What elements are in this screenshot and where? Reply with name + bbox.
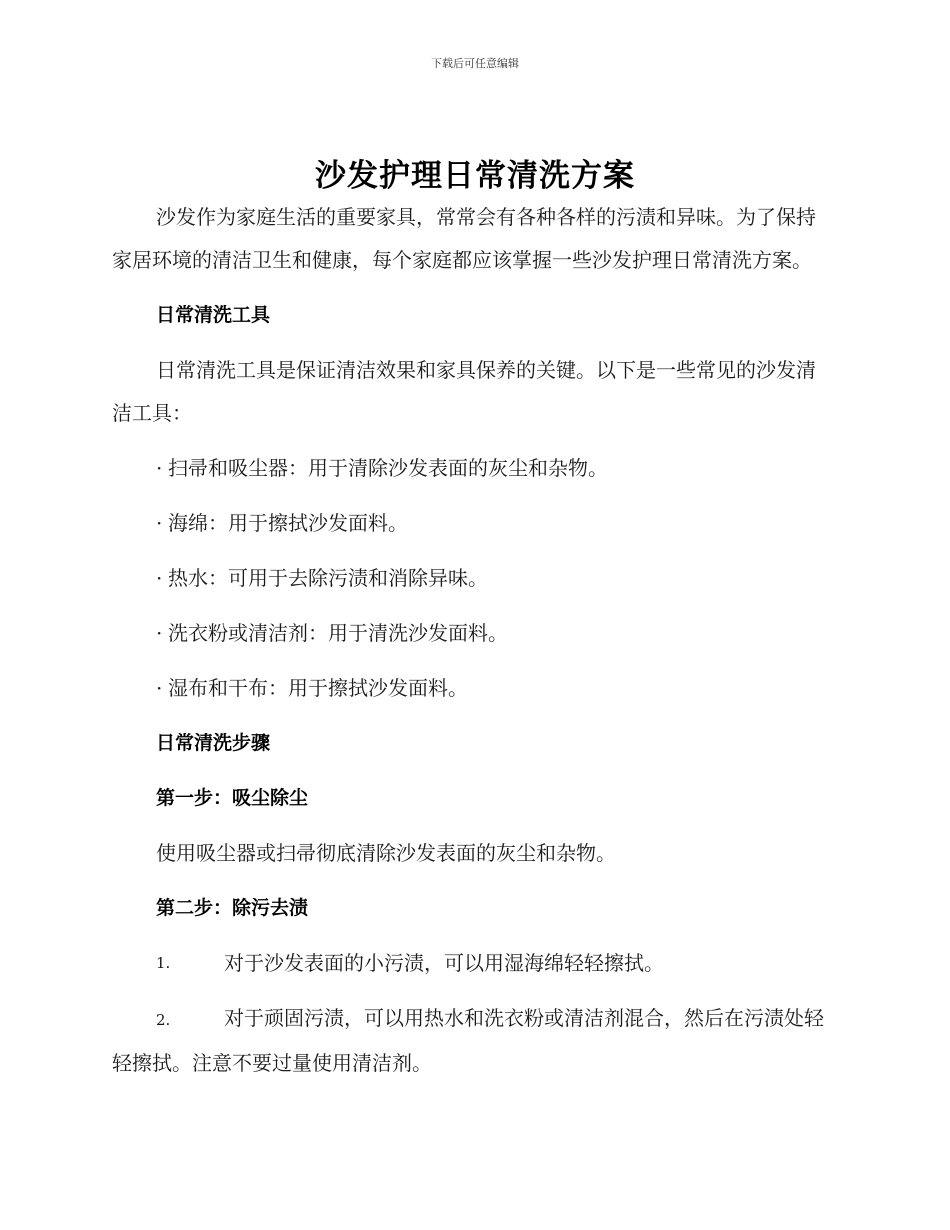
- bullet-icon: ·: [156, 456, 163, 480]
- bullet-icon: ·: [156, 511, 163, 535]
- list-item: · 洗衣粉或清洁剂：用于清洗沙发面料。: [112, 612, 834, 655]
- list-number: 2.: [156, 1011, 171, 1029]
- tools-intro-paragraph: 日常清洗工具是保证清洁效果和家具保养的关键。以下是一些常见的沙发清洁工具：: [112, 358, 816, 425]
- list-item-text: 对于顽固污渍，可以用热水和洗衣粉或清洁剂混合，然后在污渍处轻轻擦拭。注意不要过量使用清洁剂。: [112, 1006, 824, 1075]
- list-number: 1.: [156, 954, 171, 972]
- step2-heading: 第二步：除污去渍: [156, 897, 309, 919]
- page-header: 下载后可任意编辑: [431, 57, 519, 70]
- list-item: · 扫帚和吸尘器：用于清除沙发表面的灰尘和杂物。: [112, 447, 834, 490]
- list-item: [112, 942, 834, 985]
- document-title: 沙发护理日常清洗方案: [315, 158, 635, 194]
- document-body: [112, 196, 834, 1085]
- intro-paragraph: 沙发作为家庭生活的重要家具，常常会有各种各样的污渍和异味。为了保持家居环境的清洁卫生和健康，每个家庭都应该掌握一些沙发护理日常清洗方案。: [112, 205, 816, 272]
- step1-heading: 第一步：吸尘除尘: [156, 787, 309, 809]
- section-heading-steps: 日常清洗步骤: [156, 732, 271, 754]
- list-item: · 热水：可用于去除污渍和消除异味。: [112, 557, 834, 600]
- section-heading-tools: 日常清洗工具: [156, 304, 271, 326]
- bullet-icon: ·: [156, 676, 163, 700]
- bullet-icon: ·: [156, 621, 163, 645]
- list-item: · 海绵：用于擦拭沙发面料。: [112, 502, 834, 545]
- bullet-icon: ·: [156, 566, 163, 590]
- list-item: [112, 997, 834, 1085]
- list-item-text: 对于沙发表面的小污渍，可以用湿海绵轻轻擦拭。: [224, 951, 664, 975]
- step1-text: 使用吸尘器或扫帚彻底清除沙发表面的灰尘和杂物。: [156, 841, 616, 865]
- list-item: · 湿布和干布：用于擦拭沙发面料。: [112, 667, 834, 710]
